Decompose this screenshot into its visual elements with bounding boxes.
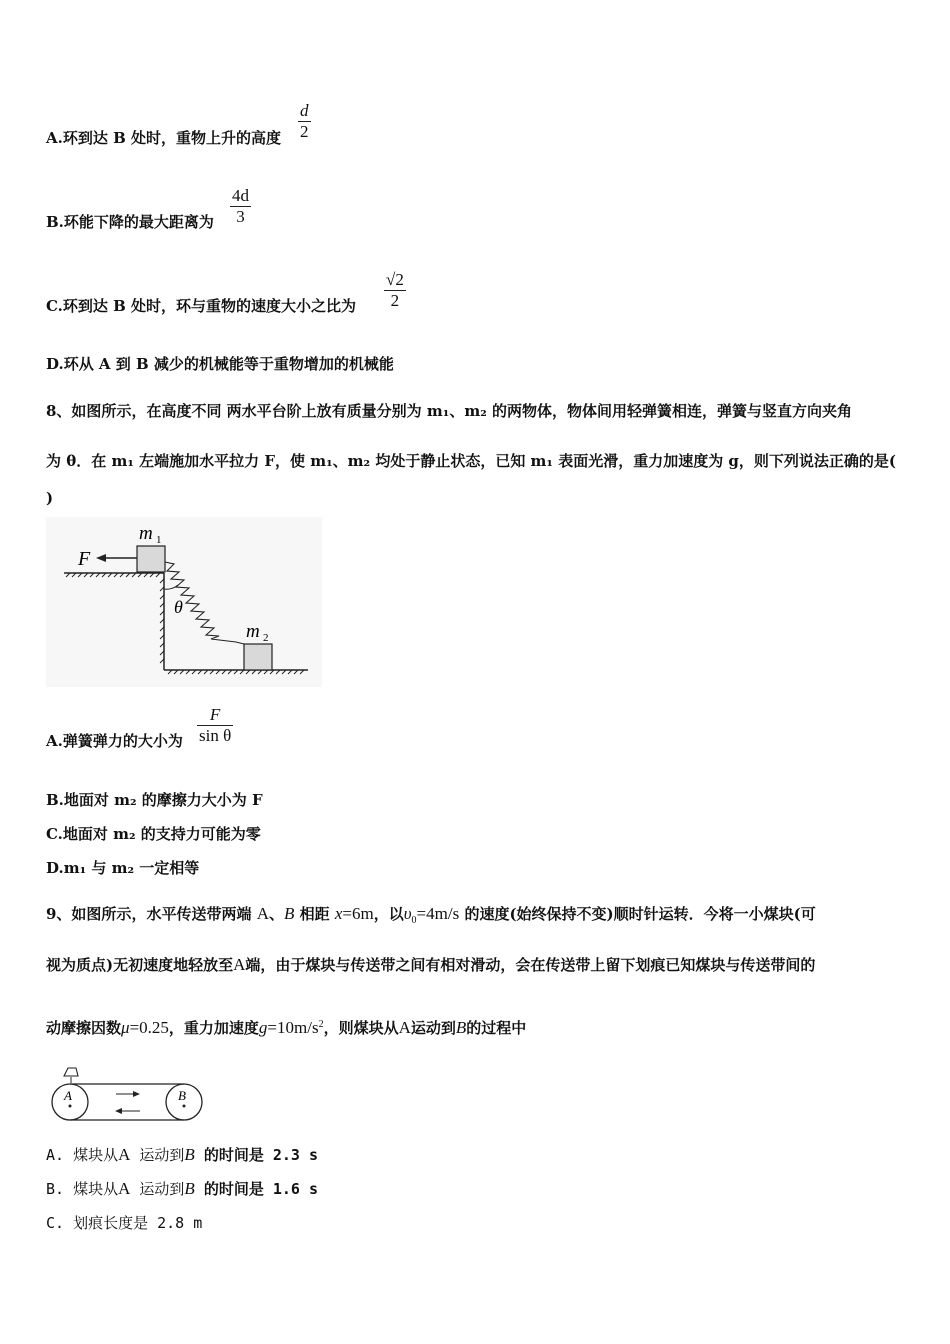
separator: 、 bbox=[268, 905, 284, 923]
fraction-numerator: √2 bbox=[386, 270, 404, 289]
q7-c-fraction bbox=[384, 270, 406, 311]
v0-value: =4m/s bbox=[416, 904, 460, 923]
q8-option-c: C.地面对 m₂ 的支持力可能为零 bbox=[46, 825, 261, 843]
point-a: A bbox=[118, 1179, 131, 1198]
q7-option-a bbox=[46, 128, 281, 148]
coal-block bbox=[64, 1068, 78, 1076]
m1-label: m bbox=[139, 523, 153, 544]
q9-option-c: C. 划痕长度是 2.8 m bbox=[46, 1214, 203, 1232]
q7-b-fraction bbox=[230, 186, 251, 227]
force-label: F bbox=[78, 548, 91, 570]
stem-text: ，重力加速度 bbox=[168, 1019, 259, 1037]
fraction-numerator: d bbox=[300, 101, 309, 120]
point-a: A bbox=[256, 904, 269, 923]
q9-stem-line-1 bbox=[46, 904, 816, 931]
conveyor-belt-diagram bbox=[44, 1064, 206, 1126]
fraction-denominator: 2 bbox=[300, 122, 309, 141]
stem-text: ，则煤块从 bbox=[323, 1019, 399, 1037]
v0-subscript: 0 bbox=[411, 915, 417, 926]
option-text: 环到达 B 处时，重物上升的高度 bbox=[62, 129, 281, 147]
m1-subscript: 1 bbox=[156, 534, 162, 546]
q8-a-fraction bbox=[197, 705, 233, 746]
q7-option-b bbox=[46, 212, 214, 232]
var-g: g bbox=[258, 1018, 268, 1037]
option-mid: 运动到 bbox=[139, 1180, 185, 1198]
stem-text: 的过程中 bbox=[466, 1019, 527, 1037]
var-v0: υ bbox=[403, 904, 412, 923]
option-post: 的时间是 2.3 s bbox=[203, 1146, 319, 1164]
q7-option-d bbox=[46, 354, 394, 374]
q7-a-fraction bbox=[298, 101, 311, 142]
q8-stem-line-2: 为 θ．在 m₁ 左端施加水平拉力 F，使 m₁、m₂ 均处于静止状态，已知 m₁ 表面光滑，重力加速度为 g，则下列说法正确的是( bbox=[46, 452, 897, 470]
q8-stem-line-3: ) bbox=[46, 489, 54, 507]
stem-text: ，以 bbox=[373, 905, 404, 923]
fraction-denominator: 3 bbox=[236, 207, 245, 226]
q8-stem-line-1: 8、如图所示，在高度不同 两水平台阶上放有质量分别为 m₁、m₂ 的两物体，物体间用轻弹簧相连，弹簧与竖直方向夹角 bbox=[46, 402, 852, 420]
stem-text: 端，由于煤块与传送带之间有相对滑动，会在传送带上留下划痕已知煤块与传送带间的 bbox=[245, 956, 816, 974]
q8-figure bbox=[46, 517, 322, 687]
spring-platform-diagram bbox=[46, 517, 322, 687]
point-b: B bbox=[455, 1018, 467, 1037]
angle-arc bbox=[164, 585, 178, 589]
stem-text: 相距 bbox=[299, 905, 330, 923]
stem-text: 动摩擦因数 bbox=[46, 1019, 122, 1037]
option-text: 弹簧弹力的大小为 bbox=[62, 732, 183, 750]
point-b: B bbox=[283, 904, 295, 923]
q9-stem-line-3 bbox=[46, 1015, 526, 1038]
stem-text: 视为质点)无初速度地轻放至 bbox=[46, 956, 234, 974]
force-arrowhead bbox=[96, 554, 106, 562]
stem-text: 运动到 bbox=[410, 1019, 456, 1037]
arrowhead-right bbox=[133, 1091, 140, 1097]
pulley-b-axle bbox=[183, 1105, 186, 1108]
fraction-denominator: 2 bbox=[390, 291, 400, 310]
q8-option-d: D.m₁ 与 m₂ 一定相等 bbox=[46, 859, 200, 877]
g-superscript: 2 bbox=[318, 1019, 324, 1030]
stem-text: 9、如图所示，水平传送带两端 bbox=[46, 905, 252, 923]
option-letter: B. bbox=[46, 213, 64, 231]
g-value: =10m/s bbox=[267, 1018, 319, 1037]
pulley-a-axle bbox=[69, 1105, 72, 1108]
option-letter: A. bbox=[46, 732, 63, 750]
option-letter: D. bbox=[46, 355, 64, 373]
block-m1 bbox=[137, 546, 165, 572]
stem-text: 的速度(始终保持不变)顺时针运转．今将一小煤块(可 bbox=[464, 905, 816, 923]
option-post: 的时间是 1.6 s bbox=[203, 1180, 319, 1198]
point-a: A bbox=[398, 1018, 411, 1037]
theta-label: θ bbox=[174, 597, 183, 617]
arrowhead-left bbox=[115, 1108, 122, 1114]
q9-figure bbox=[44, 1064, 206, 1126]
q9-option-a bbox=[46, 1145, 318, 1165]
mu-value: =0.25 bbox=[129, 1018, 169, 1037]
option-pre: B. 煤块从 bbox=[46, 1180, 119, 1198]
var-mu: μ bbox=[121, 1018, 130, 1037]
option-letter: C. bbox=[46, 297, 63, 315]
q9-option-b bbox=[46, 1179, 318, 1199]
label-a: A bbox=[64, 1088, 72, 1103]
q8-option-b: B.地面对 m₂ 的摩擦力大小为 F bbox=[46, 791, 263, 809]
point-a: A bbox=[233, 955, 246, 974]
fraction-numerator: 4d bbox=[232, 186, 249, 205]
m2-label: m bbox=[246, 621, 260, 642]
label-b: B bbox=[178, 1088, 186, 1103]
q9-stem-line-2 bbox=[46, 955, 815, 975]
x-value: =6m bbox=[342, 904, 374, 923]
option-letter: A. bbox=[46, 129, 63, 147]
point-b: B bbox=[184, 1145, 195, 1164]
q7-option-c bbox=[46, 296, 356, 316]
option-mid: 运动到 bbox=[139, 1146, 185, 1164]
option-text: 环从 A 到 B 减少的机械能等于重物增加的机械能 bbox=[63, 355, 394, 373]
point-a: A bbox=[118, 1145, 131, 1164]
q8-option-a bbox=[46, 731, 183, 751]
fraction-numerator: F bbox=[209, 705, 221, 724]
fraction-denominator: sin θ bbox=[199, 726, 232, 745]
option-text: 环到达 B 处时，环与重物的速度大小之比为 bbox=[62, 297, 357, 315]
option-pre: A. 煤块从 bbox=[46, 1146, 119, 1164]
block-m2 bbox=[244, 644, 272, 670]
option-text: 环能下降的最大距离为 bbox=[63, 213, 214, 231]
m2-subscript: 2 bbox=[263, 632, 269, 644]
point-b: B bbox=[184, 1179, 195, 1198]
var-x: x bbox=[334, 904, 343, 923]
